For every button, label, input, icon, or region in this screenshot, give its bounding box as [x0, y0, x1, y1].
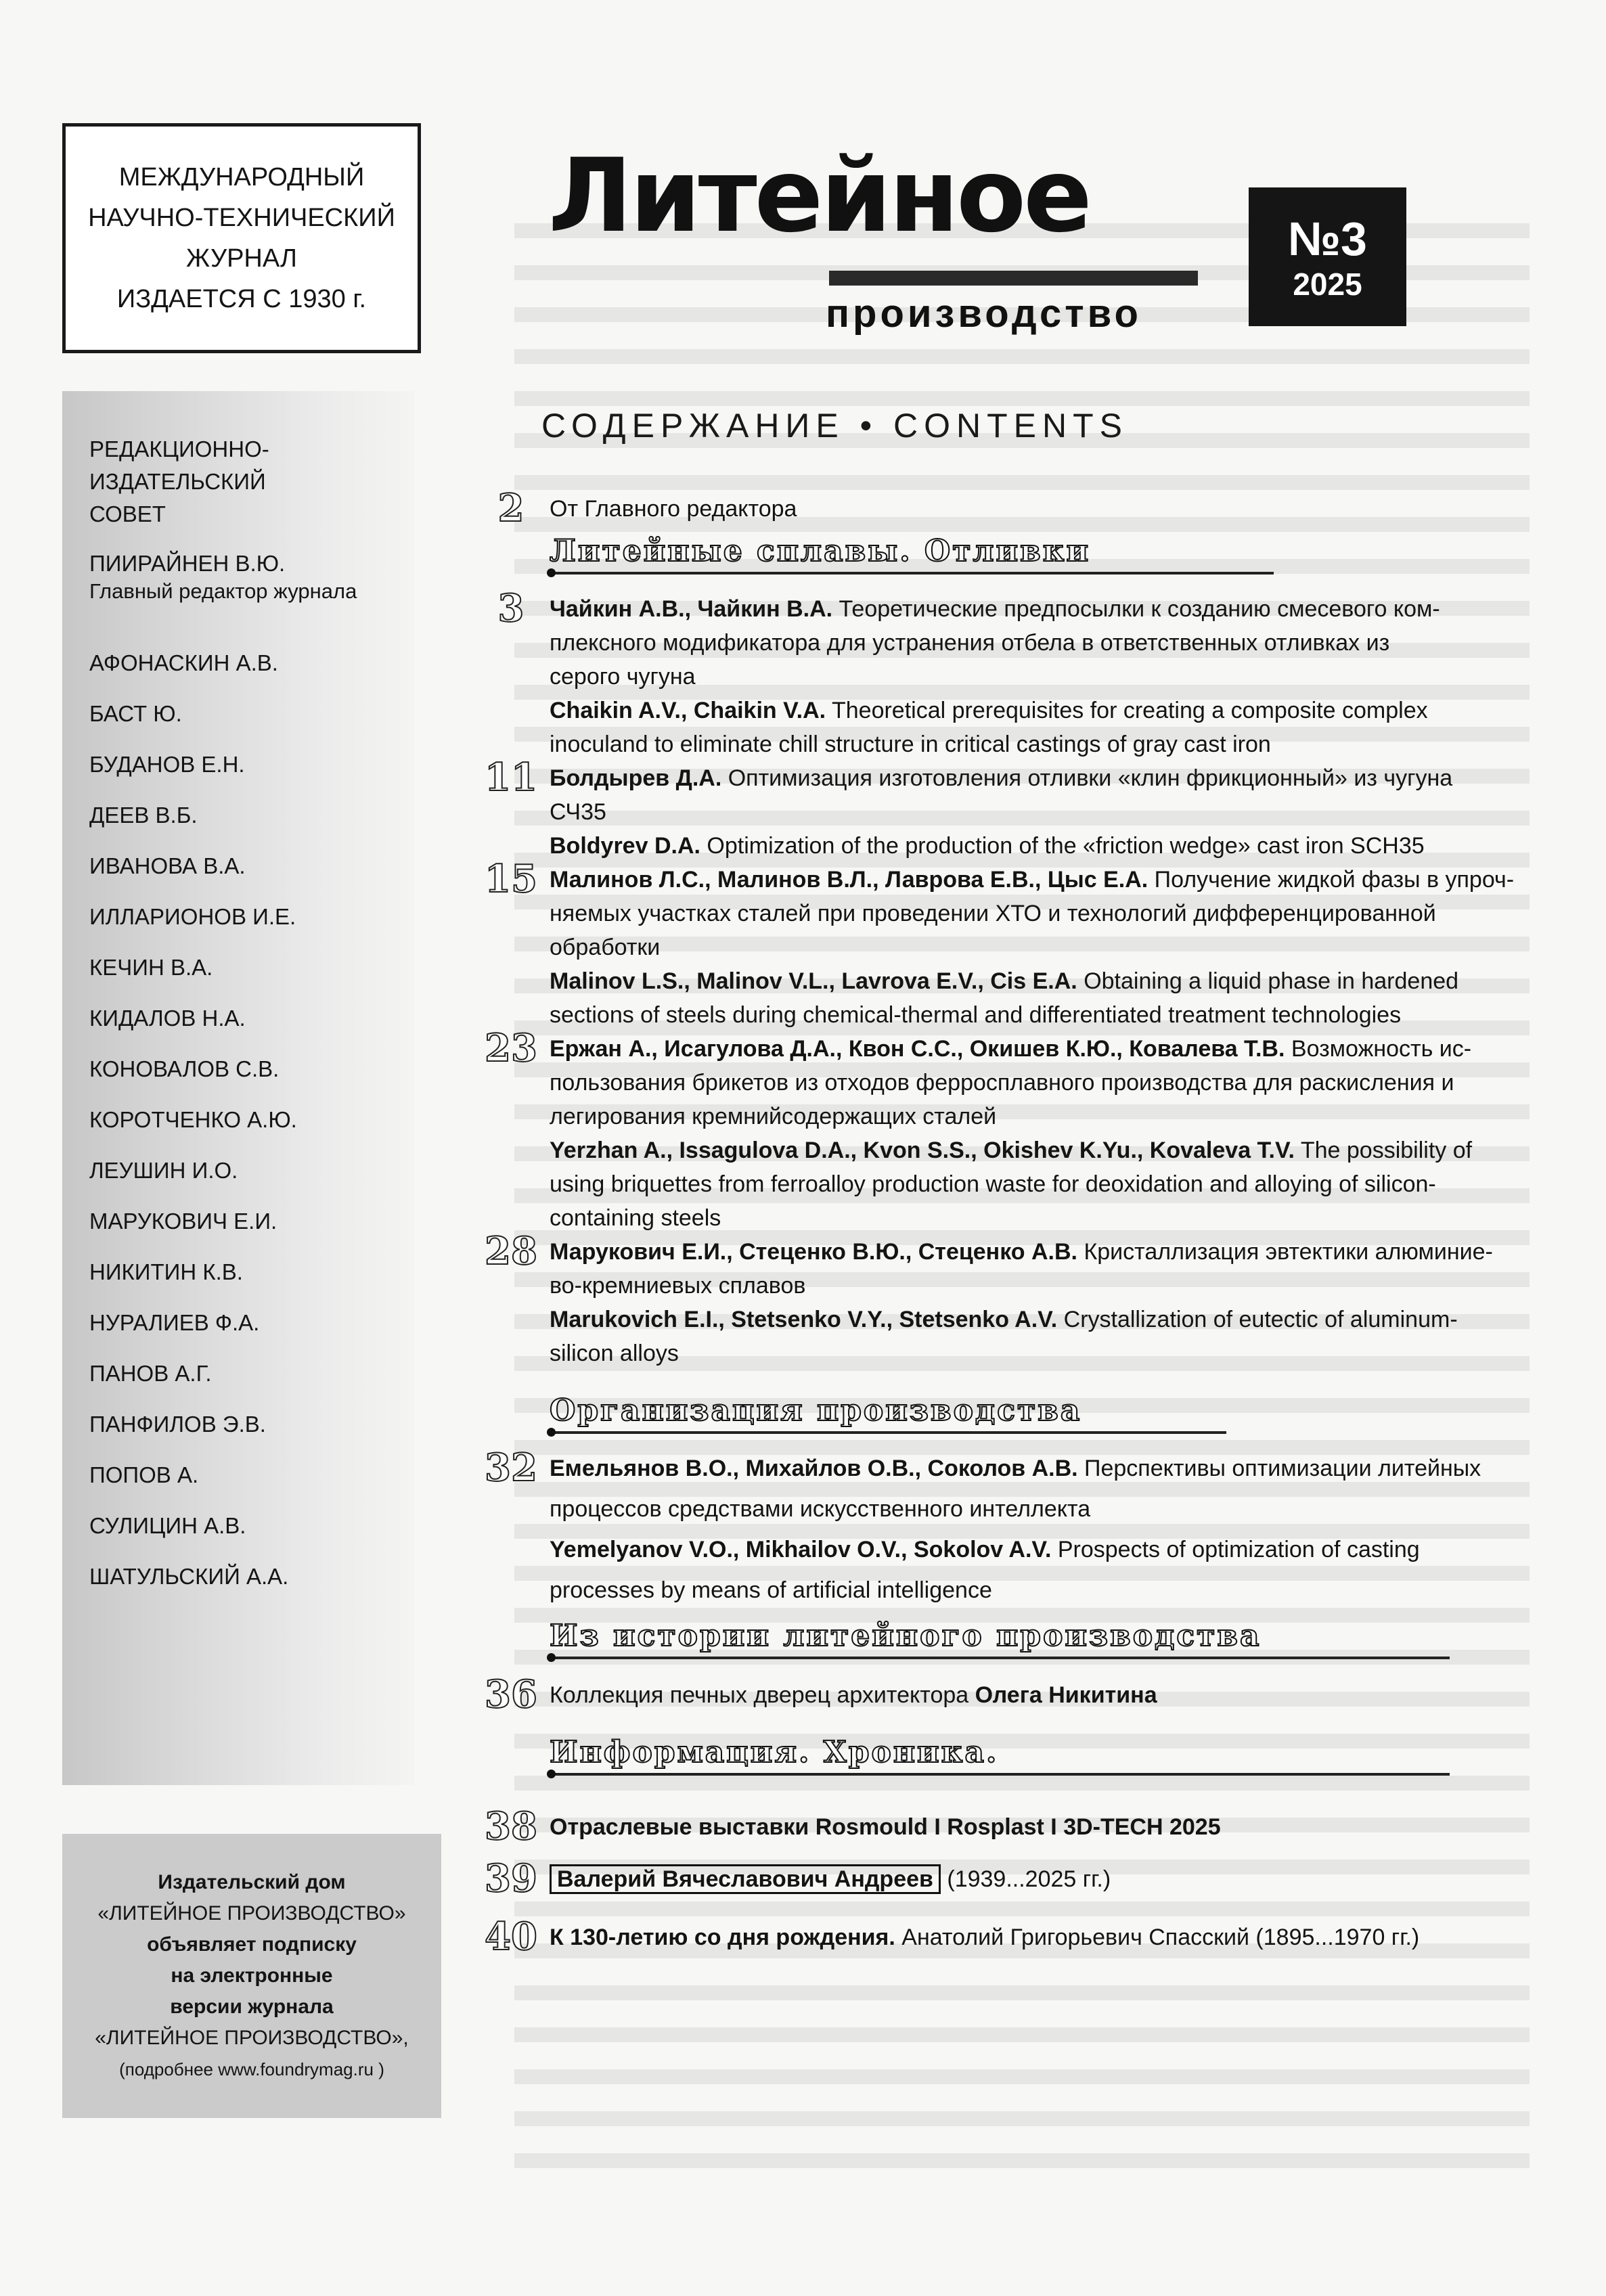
- entry-ru: [550, 863, 1524, 897]
- board-member: КЕЧИН В.А.: [89, 955, 213, 980]
- entry-en-cont: sections of steels during chemical-thermal and differentiated treatment technologies: [550, 1002, 1402, 1028]
- board-member: МАРУКОВИЧ Е.И.: [89, 1209, 277, 1234]
- title: Optimization of the production of the «friction wedge» cast iron SCH35: [707, 833, 1425, 859]
- board-title: РЕДАКЦИОННО-ИЗДАТЕЛЬСКИЙ СОВЕТ: [89, 436, 269, 526]
- entry-ru-cont: во-кремниевых сплавов: [550, 1273, 806, 1299]
- authors: Болдырев Д.А.: [550, 765, 722, 791]
- title: Оптимизация изготовления отливки «клин фрикционный» из чугуна: [728, 765, 1453, 791]
- page-number: 11: [485, 755, 537, 800]
- board-member: КОРОТЧЕНКО А.Ю.: [89, 1107, 297, 1132]
- board-member: КОНОВАЛОВ С.В.: [89, 1056, 280, 1081]
- entry-en-cont: processes by means of artificial intelligence: [550, 1577, 992, 1603]
- section-rule: [550, 1773, 1450, 1776]
- authors: Boldyrev D.A.: [550, 833, 700, 859]
- board-member: НУРАЛИЕВ Ф.А.: [89, 1310, 260, 1335]
- page-number: 23: [485, 1026, 537, 1071]
- entry-ru: [550, 1235, 1524, 1269]
- board-member: БУДАНОВ Е.Н.: [89, 752, 245, 777]
- page-number: 40: [485, 1914, 537, 1959]
- board-member: ШАТУЛЬСКИЙ А.А.: [89, 1564, 289, 1589]
- board-member: БАСТ Ю.: [89, 701, 182, 726]
- years: (1939...2025 гг.): [947, 1866, 1111, 1892]
- info-line: МЕЖДУНАРОДНЫЙ: [118, 163, 365, 192]
- entry-ru-cont: пользования брикетов из отходов ферросплавного производства для раскисления и: [550, 1070, 1454, 1096]
- title: Теоретические предпосылки к созданию смесевого ком-: [839, 596, 1440, 622]
- title: Theoretical prerequisites for creating a composite complex: [831, 698, 1428, 723]
- entry-title: От Главного редактора: [550, 496, 797, 522]
- entry-ru-cont: легирования кремнийсодержащих сталей: [550, 1104, 997, 1129]
- board-member: КИДАЛОВ Н.А.: [89, 1006, 246, 1031]
- section-title: Литейные сплавы. Отливки: [550, 534, 1091, 568]
- subscription-line: «ЛИТЕЙНОЕ ПРОИЗВОДСТВО»: [97, 1902, 406, 1924]
- section-heading: [550, 1619, 1262, 1661]
- section-heading: [550, 1736, 998, 1778]
- info-line: ИЗДАЕТСЯ С 1930 г.: [116, 285, 367, 313]
- section-heading: [550, 535, 1090, 577]
- page-number: 3: [497, 586, 525, 631]
- entry-en-cont: using briquettes from ferroalloy production waste for deoxidation and alloying of silicon-: [550, 1171, 1436, 1197]
- authors: Емельянов В.О., Михайлов О.В., Соколов А.В.: [550, 1456, 1078, 1481]
- title: Отраслевые выставки Rosmould I Rosplast I 3D-TECH 2025: [550, 1814, 1221, 1840]
- section-title: Из истории литейного производства: [550, 1619, 1262, 1653]
- authors: Ержан А., Исагулова Д.А., Квон С.С., Окишев К.Ю., Ковалева Т.В.: [550, 1036, 1285, 1062]
- section-title: Информация. Хроника.: [550, 1735, 999, 1770]
- authors: Чайкин А.В., Чайкин В.А.: [550, 596, 833, 622]
- page-number: 15: [485, 857, 537, 901]
- entry-ru-cont: серого чугуна: [550, 664, 696, 690]
- title: Prospects of optimization of casting: [1057, 1537, 1420, 1562]
- info-line: ЖУРНАЛ: [186, 244, 297, 273]
- subtitle: Анатолий Григорьевич Спасский (1895...1970 гг.): [901, 1924, 1420, 1950]
- board-member: ДЕЕВ В.Б.: [89, 803, 198, 828]
- entry-ru: [550, 761, 1524, 795]
- entry-ru-cont: обработки: [550, 935, 661, 960]
- entry-title: [550, 1810, 1524, 1844]
- logo-subtitle: производство: [826, 292, 1142, 336]
- entry-en: [550, 1133, 1524, 1167]
- logo-bar: [829, 271, 1198, 286]
- issue-year: 2025: [1293, 266, 1362, 302]
- entry-en: [550, 964, 1524, 998]
- board-member: ПАНФИЛОВ Э.В.: [89, 1412, 266, 1437]
- entry-en-cont: silicon alloys: [550, 1341, 679, 1366]
- section-rule: [550, 1657, 1450, 1659]
- entry-en-cont: inoculand to eliminate chill structure in critical castings of gray cast iron: [550, 731, 1271, 757]
- authors: Yemelyanov V.O., Mikhailov O.V., Sokolov A.V.: [550, 1537, 1052, 1562]
- entry-en: [550, 1303, 1524, 1336]
- title: Возможность ис-: [1291, 1036, 1472, 1062]
- entry-en: [550, 1533, 1524, 1567]
- page-number: 38: [485, 1804, 537, 1849]
- section-rule: [550, 1431, 1226, 1434]
- page-number: 39: [485, 1856, 537, 1901]
- section-heading: [550, 1394, 1081, 1436]
- subscription-notice: [62, 1834, 441, 2118]
- issue-badge: [1249, 187, 1406, 326]
- architect-name: Олега Никитина: [975, 1682, 1157, 1708]
- entry-title: [550, 1920, 1524, 1954]
- board-member: ПАНОВ А.Г.: [89, 1361, 212, 1386]
- authors: Marukovich E.I., Stetsenko V.Y., Stetsenko A.V.: [550, 1307, 1058, 1332]
- page-number: 2: [497, 486, 525, 531]
- title: Crystallization of eutectic of aluminum-: [1063, 1307, 1458, 1332]
- entry-en-cont: containing steels: [550, 1205, 721, 1231]
- board-member: АФОНАСКИН А.В.: [89, 650, 278, 675]
- page-number: 36: [485, 1672, 537, 1717]
- journal-logo: [548, 139, 1198, 342]
- board-member: ИВАНОВА В.А.: [89, 853, 246, 878]
- entry-ru-cont: СЧ35: [550, 799, 606, 825]
- title: Перспективы оптимизации литейных: [1084, 1456, 1481, 1481]
- title: The possibility of: [1300, 1138, 1473, 1163]
- entry-ru: [550, 1451, 1524, 1485]
- authors: Yerzhan A., Issagulova D.A., Kvon S.S., Okishev K.Yu., Kovaleva T.V.: [550, 1138, 1295, 1163]
- subscription-line: «ЛИТЕЙНОЕ ПРОИЗВОДСТВО»,: [95, 2027, 409, 2049]
- entry-ru-cont: няемых участках сталей при проведении ХТО и технологий дифференцированной: [550, 901, 1436, 926]
- section-bullet: [547, 1428, 556, 1437]
- title: К 130-летию со дня рождения.: [550, 1924, 895, 1950]
- section-bullet: [547, 1653, 556, 1662]
- section-title: Организация производства: [550, 1393, 1082, 1428]
- chief-editor-role: Главный редактор журнала: [89, 579, 357, 603]
- title: Получение жидкой фазы в упроч-: [1154, 867, 1515, 893]
- title: Коллекция печных дверец архитектора: [550, 1682, 969, 1708]
- subscription-link[interactable]: (подробнее www.foundrymag.ru ): [119, 2059, 384, 2079]
- authors: Malinov L.S., Malinov V.L., Lavrova E.V., Cis E.A.: [550, 968, 1077, 994]
- entry-ru-cont: плексного модификатора для устранения отбела в ответственных отливках из: [550, 630, 1390, 656]
- entry-ru: [550, 1032, 1524, 1066]
- obituary-name: Валерий Вячеславович Андреев: [550, 1864, 941, 1894]
- chief-editor-name: ПИИРАЙНЕН В.Ю.: [89, 551, 286, 576]
- authors: Марукович Е.И., Стеценко В.Ю., Стеценко А.В.: [550, 1239, 1077, 1265]
- authors: Малинов Л.С., Малинов В.Л., Лаврова Е.В., Цыс Е.А.: [550, 867, 1148, 893]
- journal-info-box: [62, 123, 421, 353]
- board-member: НИКИТИН К.В.: [89, 1259, 243, 1284]
- title: Obtaining a liquid phase in hardened: [1084, 968, 1459, 994]
- subscription-line: версии журнала: [170, 1996, 334, 2018]
- board-member: ЛЕУШИН И.О.: [89, 1158, 238, 1183]
- board-members: [89, 637, 414, 1602]
- section-bullet: [547, 568, 556, 577]
- subscription-line: объявляет подписку: [147, 1933, 357, 1956]
- page-number: 32: [485, 1445, 537, 1490]
- board-member: ИЛЛАРИОНОВ И.Е.: [89, 904, 296, 929]
- page-number: 28: [485, 1229, 537, 1274]
- entry-en: [550, 829, 1524, 863]
- info-line: НАУЧНО-ТЕХНИЧЕСКИЙ: [88, 204, 395, 232]
- editorial-board: [62, 391, 414, 1785]
- entry-en: [550, 694, 1524, 727]
- entry-ru: [550, 592, 1524, 626]
- title: Кристаллизация эвтектики алюминие-: [1084, 1239, 1493, 1265]
- board-member: ПОПОВ А.: [89, 1462, 199, 1487]
- entry-ru-cont: процессов средствами искусственного интеллекта: [550, 1496, 1091, 1522]
- issue-number: №3: [1288, 212, 1367, 265]
- authors: Chaikin A.V., Chaikin V.A.: [550, 698, 826, 723]
- section-bullet: [547, 1770, 556, 1778]
- entry-title: [550, 1862, 1524, 1896]
- section-rule: [550, 572, 1274, 575]
- contents-heading: СОДЕРЖАНИЕ • CONTENTS: [541, 407, 1129, 445]
- subscription-line: на электронные: [171, 1964, 333, 1987]
- subscription-line: Издательский дом: [158, 1871, 346, 1893]
- board-member: СУЛИЦИН А.В.: [89, 1513, 246, 1538]
- entry-title: [550, 1678, 1524, 1712]
- logo-title: Литейное: [548, 137, 1090, 255]
